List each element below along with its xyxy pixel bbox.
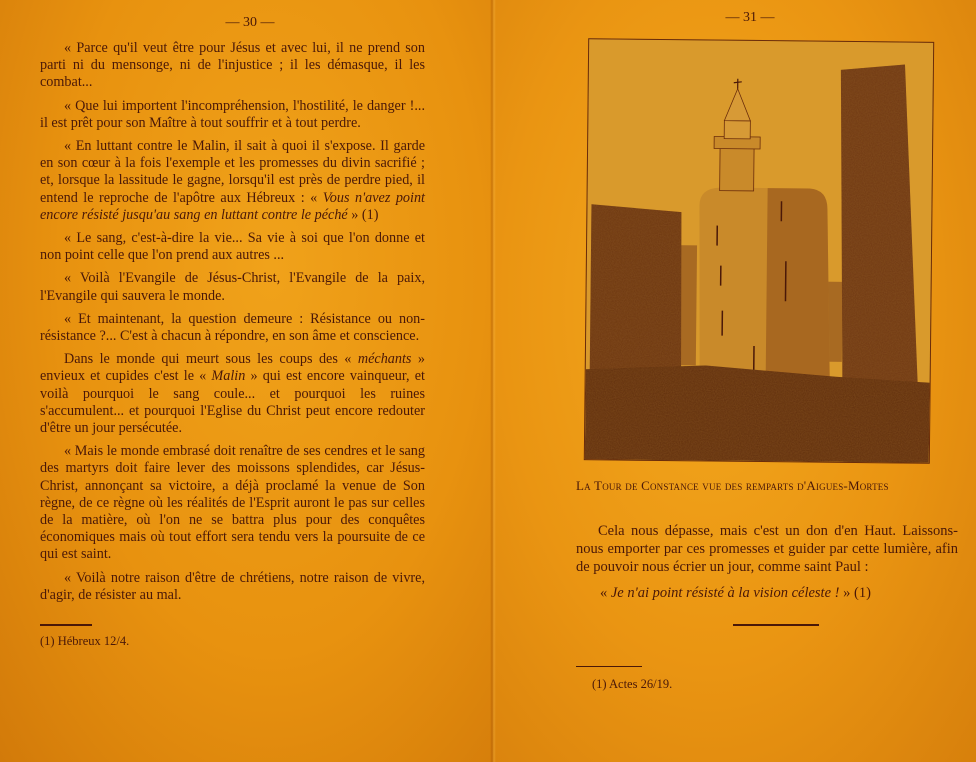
footnote-rule-right (576, 666, 642, 668)
paragraph: « Voilà l'Evangile de Jésus-Christ, l'Evangile de la paix, l'Evangile qui sauvera le monde. (40, 270, 425, 304)
left-page-column (40, 40, 425, 649)
left-footnote-block (40, 624, 425, 649)
tower-illustration (584, 38, 934, 464)
tower-shadow (766, 188, 832, 380)
tower-engraving (585, 39, 933, 463)
footnote-left: (1) Hébreux 12/4. (40, 633, 130, 648)
right-page-column (576, 478, 958, 692)
paul-quote (576, 584, 958, 602)
paragraph: « Que lui importent l'incompréhension, l'hostilité, le danger !... il est prêt pour son Maître à tout souffrir et à tout perdre. (40, 97, 425, 131)
turret (720, 147, 754, 191)
paragraph: « Voilà notre raison d'être de chrétiens, notre raison de vivre, d'agir, de résister au mal. (40, 569, 425, 603)
quote-open: « (600, 585, 611, 601)
quote-text: Je n'ai point résisté à la vision céleste ! (610, 585, 840, 601)
book-gutter (490, 0, 496, 762)
lantern (724, 121, 750, 139)
paragraph-mechants (40, 351, 425, 437)
paragraph: « Mais le monde embrasé doit renaître de ses cendres et le sang des martyrs doit faire lever des moissons splendides, car Jésus-Christ, annonçant sa victoire, a déjà proclamé la venue de Son règne, de ce règne où les réalités de l'Esprit auront le pas sur celles de la matière, où l'on ne se battra plus pour des conquêtes économiques mais où tout effort sera tendu vers la poursuite de ce qui est saint. (40, 443, 425, 563)
right-page-text (576, 522, 958, 576)
page-number-left: — 30 — (225, 15, 275, 30)
page-number-right: — 31 — (725, 10, 775, 25)
paragraph-malin (40, 138, 425, 224)
left-page-text (40, 40, 425, 610)
italic-term: Malin (211, 368, 246, 385)
footnote-right: (1) Actes 26/19. (592, 677, 673, 691)
hebrews-quote: Vous n'avez point encore résisté jusqu'au sang en luttant contre le péché (40, 189, 425, 223)
paragraph: « Le sang, c'est-à-dire la vie... Sa vie à soi que l'on donne et non point celle que l'on prend aux autres ... (40, 230, 425, 264)
italic-term: méchants (357, 351, 412, 368)
paragraph-text: » (1) (347, 206, 379, 223)
footnote-rule-left (40, 624, 92, 626)
paragraph: « Et maintenant, la question demeure : Résistance ou non-résistance ?... C'est à chacun à répondre, en son âme et conscience. (40, 310, 425, 345)
illustration-caption: La Tour de Constance vue des remparts d'Aigues-Mortes (576, 478, 889, 493)
paragraph-text: » qui est encore vainqueur, et voilà pourquoi le sang coule... et pourquoi les ruines s'accumulent... et pourquoi l'Eglise du Christ peut encore redouter d'être un jour persécutée. (40, 368, 425, 437)
quote-close: » (1) (839, 585, 871, 601)
paragraph-text: Dans le monde qui meurt sous les coups des « (64, 351, 358, 368)
paragraph-text: « En luttant contre le Malin, il sait à quoi il s'expose. Il garde en son cœur à la fois l'exemple et les promesses du divin sacrifié ; et, lorsque la lassitude le gagne, lorsqu'il est près de perdre pied, il entend le reproche de l'apôtre aux Hébreux : « (40, 138, 425, 206)
paragraph: Cela nous dépasse, mais c'est un don d'en Haut. Laissons-nous emporter par ces promesses et guider par cette lumière, afin de pouvoir nous écrier un jour, comme saint Paul : (576, 523, 958, 575)
section-rule (733, 624, 819, 626)
paragraph-text: » envieux et cupides c'est le « (40, 351, 425, 385)
paragraph: « Parce qu'il veut être pour Jésus et avec lui, il ne prend son parti ni du mensonge, ni de l'injustice ; il les démasque, il les combat... (40, 40, 425, 91)
